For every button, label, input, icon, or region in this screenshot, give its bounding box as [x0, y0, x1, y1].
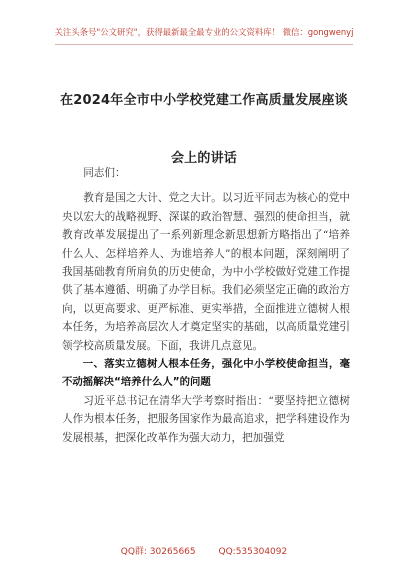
header-divider: [55, 44, 353, 45]
paragraph-section-1: 习近平总书记在清华大学考察时指出：“要坚持把立德树人作为根本任务，把服务国家作为最高追求，把学科建设作为发展根基，把深化改革作为强大动力，把加强党: [62, 394, 350, 444]
document-title: 在2024年全市中小学校党建工作高质量发展座谈会上的讲话: [60, 93, 348, 166]
footer-qq-group: QQ群: 30265665: [120, 547, 196, 557]
section-heading-1: 一、落实立德树人根本任务，强化中小学校使命担当，毫不动摇解决“培养什么人”的问题: [62, 358, 350, 389]
header-promo-text: 关注头条号"公文研究"，获得最新最全最专业的公文资料库！ 微信：gongwenyj: [54, 27, 354, 37]
footer-qq-number: QQ:535304092: [218, 547, 288, 557]
document-body: [62, 164, 350, 447]
paragraph-intro: 教育是国之大计、党之大计。以习近平同志为核心的党中央以宏大的战略视野、深谋的政治智慧、强烈的使命担当，就教育改革发展提出了一系列新理念新思想新方略指出了“培养什么人、怎样培养人、为谁培养人”的根本问题，深刻阐明了我国基础教育所肩负的历史使命，为中小学校做好党建工作提供了基本遵循、明确了办学目标。我们必须坚定正确的政治方向，以更高要求、更严标准、更实举措，全面推进立德树人根本任务，为培养高层次人才奠定坚实的基础，以高质量党建引领学校高质量发展。下面，我讲几点意见。: [62, 192, 350, 352]
greeting: 同志们：: [83, 167, 126, 179]
footer-contact: [0, 544, 408, 557]
